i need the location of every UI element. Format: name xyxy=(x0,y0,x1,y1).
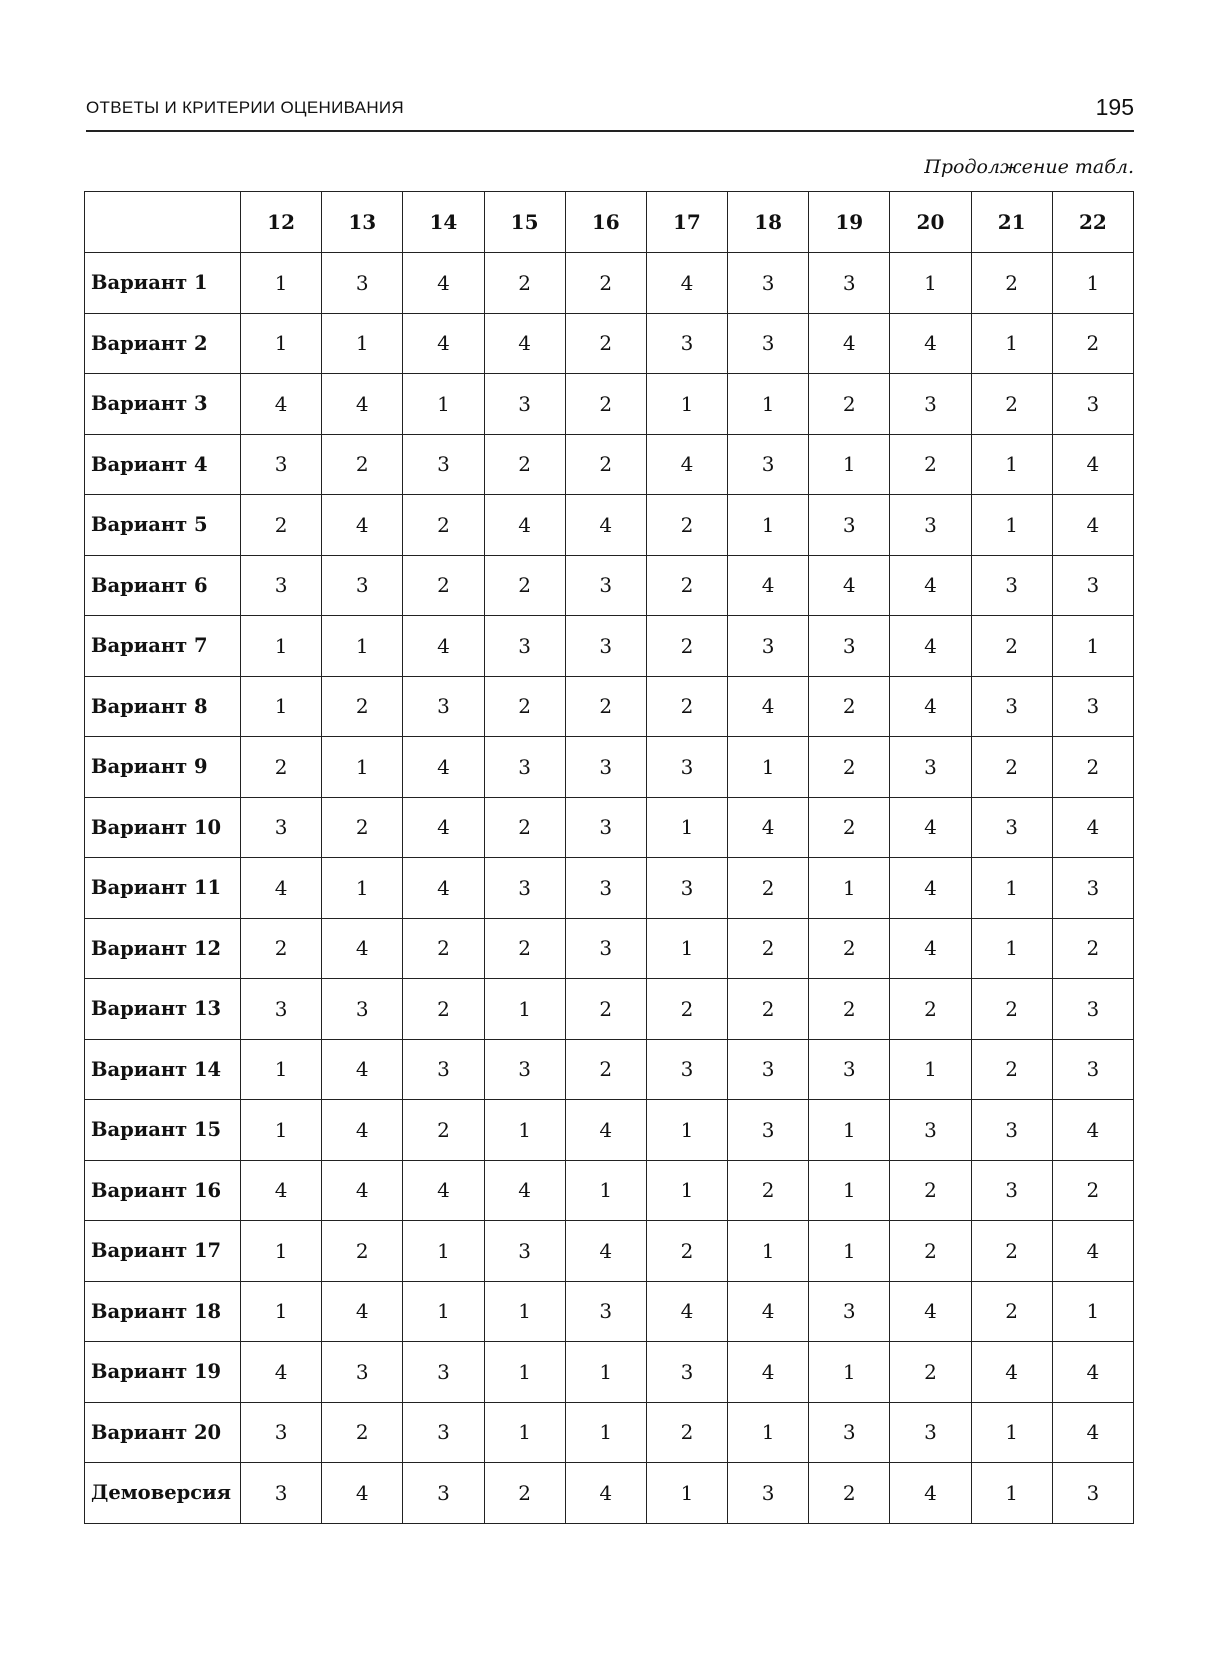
answer-cell: 3 xyxy=(1052,555,1133,616)
answer-cell: 3 xyxy=(890,1402,971,1463)
answer-cell: 2 xyxy=(890,979,971,1040)
answer-cell: 3 xyxy=(565,858,646,919)
answer-cell: 2 xyxy=(322,676,403,737)
answer-cell: 2 xyxy=(971,253,1052,314)
answer-cell: 3 xyxy=(403,1402,484,1463)
answer-cell: 3 xyxy=(809,1402,890,1463)
answer-cell: 2 xyxy=(322,1402,403,1463)
answer-cell: 3 xyxy=(728,253,809,314)
answer-cell: 3 xyxy=(728,616,809,677)
answer-cell: 3 xyxy=(971,1100,1052,1161)
answer-cell: 1 xyxy=(809,1100,890,1161)
answer-cell: 4 xyxy=(565,495,646,556)
answer-cell: 3 xyxy=(971,1160,1052,1221)
answer-cell: 2 xyxy=(646,495,727,556)
answer-cell: 2 xyxy=(809,979,890,1040)
answer-cell: 2 xyxy=(728,979,809,1040)
answer-cell: 4 xyxy=(890,918,971,979)
answer-cell: 1 xyxy=(971,1402,1052,1463)
answer-cell: 2 xyxy=(646,616,727,677)
answer-cell: 3 xyxy=(809,1281,890,1342)
page-number: 195 xyxy=(1095,94,1134,120)
answer-cell: 1 xyxy=(890,1039,971,1100)
answer-cell: 2 xyxy=(241,737,322,798)
table-row xyxy=(85,979,1134,1040)
answer-cell: 2 xyxy=(1052,1160,1133,1221)
answer-cell: 3 xyxy=(403,1463,484,1524)
answer-cell: 1 xyxy=(322,616,403,677)
answer-cell: 2 xyxy=(565,1039,646,1100)
answers-table xyxy=(84,191,1134,1524)
answer-cell: 3 xyxy=(403,1342,484,1403)
table-corner-cell xyxy=(85,192,241,253)
answer-cell: 3 xyxy=(728,434,809,495)
answer-cell: 3 xyxy=(241,797,322,858)
table-header-row xyxy=(85,192,1134,253)
answer-cell: 4 xyxy=(403,858,484,919)
answer-cell: 3 xyxy=(1052,1463,1133,1524)
answer-cell: 4 xyxy=(646,1281,727,1342)
answer-cell: 1 xyxy=(403,1281,484,1342)
answer-cell: 4 xyxy=(241,858,322,919)
answer-cell: 3 xyxy=(565,918,646,979)
answer-cell: 1 xyxy=(728,1402,809,1463)
table-row xyxy=(85,737,1134,798)
answer-cell: 1 xyxy=(646,1160,727,1221)
answer-cell: 3 xyxy=(484,616,565,677)
answer-cell: 2 xyxy=(971,1221,1052,1282)
answer-cell: 3 xyxy=(971,797,1052,858)
answer-cell: 4 xyxy=(1052,434,1133,495)
row-label: Вариант 3 xyxy=(85,374,241,435)
answer-cell: 3 xyxy=(809,253,890,314)
answer-cell: 3 xyxy=(728,1100,809,1161)
table-row xyxy=(85,1463,1134,1524)
answer-cell: 2 xyxy=(241,918,322,979)
answer-cell: 1 xyxy=(484,1100,565,1161)
row-label: Вариант 10 xyxy=(85,797,241,858)
answer-cell: 3 xyxy=(809,616,890,677)
table-row xyxy=(85,1160,1134,1221)
answer-cell: 4 xyxy=(646,434,727,495)
answer-cell: 2 xyxy=(403,979,484,1040)
answer-cell: 2 xyxy=(565,313,646,374)
answer-cell: 1 xyxy=(890,253,971,314)
table-row xyxy=(85,555,1134,616)
row-label: Вариант 14 xyxy=(85,1039,241,1100)
answer-cell: 3 xyxy=(403,1039,484,1100)
answer-cell: 2 xyxy=(809,1463,890,1524)
answer-cell: 4 xyxy=(322,1039,403,1100)
answer-cell: 1 xyxy=(728,1221,809,1282)
answer-cell: 1 xyxy=(809,434,890,495)
table-row xyxy=(85,253,1134,314)
column-header: 15 xyxy=(484,192,565,253)
column-header: 22 xyxy=(1052,192,1133,253)
answer-cell: 1 xyxy=(1052,616,1133,677)
answer-cell: 1 xyxy=(484,1281,565,1342)
answer-cell: 3 xyxy=(890,374,971,435)
answer-cell: 2 xyxy=(971,1281,1052,1342)
table-body xyxy=(85,253,1134,1524)
answer-cell: 1 xyxy=(322,313,403,374)
table-row xyxy=(85,1402,1134,1463)
table-row xyxy=(85,1342,1134,1403)
answer-cell: 4 xyxy=(322,1100,403,1161)
row-label: Вариант 8 xyxy=(85,676,241,737)
answer-cell: 2 xyxy=(646,676,727,737)
answer-cell: 2 xyxy=(809,918,890,979)
answer-cell: 1 xyxy=(728,495,809,556)
answer-cell: 3 xyxy=(322,1342,403,1403)
answer-cell: 4 xyxy=(1052,495,1133,556)
answer-cell: 3 xyxy=(565,555,646,616)
answer-cell: 1 xyxy=(809,1342,890,1403)
answer-cell: 2 xyxy=(484,1463,565,1524)
answer-cell: 1 xyxy=(646,1100,727,1161)
answer-cell: 3 xyxy=(565,797,646,858)
column-header: 19 xyxy=(809,192,890,253)
row-label: Вариант 15 xyxy=(85,1100,241,1161)
table-row xyxy=(85,1100,1134,1161)
answer-cell: 3 xyxy=(728,313,809,374)
row-label: Вариант 12 xyxy=(85,918,241,979)
answer-cell: 1 xyxy=(1052,253,1133,314)
answer-cell: 4 xyxy=(403,1160,484,1221)
answer-cell: 1 xyxy=(241,253,322,314)
answer-cell: 4 xyxy=(241,1342,322,1403)
row-label: Демоверсия xyxy=(85,1463,241,1524)
answer-cell: 3 xyxy=(890,495,971,556)
answer-cell: 4 xyxy=(890,858,971,919)
table-row xyxy=(85,434,1134,495)
answer-cell: 2 xyxy=(890,1342,971,1403)
answer-cell: 4 xyxy=(241,374,322,435)
answer-cell: 3 xyxy=(646,858,727,919)
row-label: Вариант 18 xyxy=(85,1281,241,1342)
answer-cell: 3 xyxy=(890,737,971,798)
answer-cell: 3 xyxy=(484,858,565,919)
answer-cell: 2 xyxy=(565,676,646,737)
answer-cell: 2 xyxy=(971,979,1052,1040)
answer-cell: 1 xyxy=(646,374,727,435)
row-label: Вариант 16 xyxy=(85,1160,241,1221)
answer-cell: 2 xyxy=(646,979,727,1040)
answer-cell: 2 xyxy=(484,434,565,495)
answer-cell: 3 xyxy=(322,253,403,314)
answer-cell: 2 xyxy=(1052,737,1133,798)
answer-cell: 3 xyxy=(322,979,403,1040)
answer-cell: 3 xyxy=(646,1039,727,1100)
answer-cell: 2 xyxy=(646,1221,727,1282)
answer-cell: 2 xyxy=(565,374,646,435)
answer-cell: 2 xyxy=(241,495,322,556)
answer-cell: 2 xyxy=(484,918,565,979)
answer-cell: 2 xyxy=(565,979,646,1040)
column-header: 13 xyxy=(322,192,403,253)
answer-cell: 2 xyxy=(484,676,565,737)
answer-cell: 1 xyxy=(646,918,727,979)
answer-cell: 4 xyxy=(890,313,971,374)
answer-cell: 4 xyxy=(728,1342,809,1403)
answer-cell: 4 xyxy=(565,1221,646,1282)
answer-cell: 2 xyxy=(890,1160,971,1221)
answer-cell: 1 xyxy=(241,676,322,737)
answer-cell: 1 xyxy=(484,1402,565,1463)
answer-cell: 3 xyxy=(1052,858,1133,919)
answer-cell: 2 xyxy=(646,1402,727,1463)
answer-cell: 1 xyxy=(646,1463,727,1524)
answer-cell: 4 xyxy=(322,1463,403,1524)
row-label: Вариант 4 xyxy=(85,434,241,495)
answer-cell: 2 xyxy=(403,495,484,556)
answer-cell: 4 xyxy=(728,555,809,616)
answer-cell: 2 xyxy=(890,1221,971,1282)
answer-cell: 4 xyxy=(565,1463,646,1524)
answer-cell: 2 xyxy=(971,737,1052,798)
table-row xyxy=(85,858,1134,919)
row-label: Вариант 17 xyxy=(85,1221,241,1282)
answer-cell: 3 xyxy=(1052,374,1133,435)
answer-cell: 4 xyxy=(890,555,971,616)
answer-cell: 4 xyxy=(322,374,403,435)
answer-cell: 1 xyxy=(484,979,565,1040)
answer-cell: 3 xyxy=(241,979,322,1040)
answer-cell: 3 xyxy=(484,1221,565,1282)
answer-cell: 2 xyxy=(565,253,646,314)
answer-cell: 1 xyxy=(241,616,322,677)
answer-cell: 1 xyxy=(1052,1281,1133,1342)
answer-cell: 3 xyxy=(565,1281,646,1342)
answer-cell: 1 xyxy=(241,1100,322,1161)
answer-cell: 4 xyxy=(322,495,403,556)
answer-cell: 3 xyxy=(565,737,646,798)
answer-cell: 1 xyxy=(971,1463,1052,1524)
answer-cell: 1 xyxy=(241,1281,322,1342)
running-head xyxy=(86,96,1134,132)
answer-cell: 3 xyxy=(646,313,727,374)
answer-cell: 4 xyxy=(1052,1100,1133,1161)
answer-cell: 3 xyxy=(1052,979,1133,1040)
answer-cell: 4 xyxy=(322,918,403,979)
answer-cell: 4 xyxy=(484,1160,565,1221)
answer-cell: 2 xyxy=(322,797,403,858)
answer-cell: 3 xyxy=(809,1039,890,1100)
row-label: Вариант 13 xyxy=(85,979,241,1040)
answer-cell: 4 xyxy=(728,1281,809,1342)
answer-cell: 4 xyxy=(322,1281,403,1342)
answer-cell: 4 xyxy=(403,616,484,677)
answer-cell: 1 xyxy=(809,1160,890,1221)
answer-cell: 2 xyxy=(890,434,971,495)
answer-cell: 2 xyxy=(403,918,484,979)
table-row xyxy=(85,797,1134,858)
answer-cell: 2 xyxy=(728,1160,809,1221)
column-header: 14 xyxy=(403,192,484,253)
column-header: 21 xyxy=(971,192,1052,253)
answer-cell: 4 xyxy=(403,797,484,858)
answer-cell: 4 xyxy=(890,1463,971,1524)
column-header: 20 xyxy=(890,192,971,253)
answer-cell: 1 xyxy=(809,858,890,919)
answer-cell: 3 xyxy=(484,374,565,435)
answer-cell: 4 xyxy=(971,1342,1052,1403)
row-label: Вариант 19 xyxy=(85,1342,241,1403)
answer-cell: 3 xyxy=(241,555,322,616)
answer-cell: 1 xyxy=(241,313,322,374)
answer-cell: 4 xyxy=(890,1281,971,1342)
answer-cell: 3 xyxy=(565,616,646,677)
answer-cell: 1 xyxy=(971,495,1052,556)
answer-cell: 1 xyxy=(728,374,809,435)
answer-cell: 2 xyxy=(484,253,565,314)
table-caption: Продолжение табл. xyxy=(924,156,1134,178)
answer-cell: 1 xyxy=(403,374,484,435)
answer-cell: 4 xyxy=(1052,1342,1133,1403)
answer-cell: 4 xyxy=(403,313,484,374)
answer-cell: 2 xyxy=(971,616,1052,677)
answer-cell: 4 xyxy=(890,797,971,858)
table-row xyxy=(85,676,1134,737)
answer-cell: 4 xyxy=(890,676,971,737)
answer-cell: 2 xyxy=(728,918,809,979)
column-header: 16 xyxy=(565,192,646,253)
section-title: ОТВЕТЫ И КРИТЕРИИ ОЦЕНИВАНИЯ xyxy=(86,98,404,117)
answer-cell: 1 xyxy=(971,918,1052,979)
answer-cell: 3 xyxy=(809,495,890,556)
answer-cell: 3 xyxy=(728,1039,809,1100)
column-header: 18 xyxy=(728,192,809,253)
row-label: Вариант 9 xyxy=(85,737,241,798)
table-row xyxy=(85,918,1134,979)
answer-cell: 1 xyxy=(565,1160,646,1221)
answer-cell: 3 xyxy=(484,737,565,798)
answer-cell: 4 xyxy=(484,313,565,374)
row-label: Вариант 1 xyxy=(85,253,241,314)
answer-cell: 1 xyxy=(565,1342,646,1403)
answer-cell: 3 xyxy=(971,676,1052,737)
answer-cell: 2 xyxy=(484,555,565,616)
table-row xyxy=(85,1281,1134,1342)
answer-cell: 4 xyxy=(809,313,890,374)
answer-cell: 2 xyxy=(809,737,890,798)
answer-cell: 3 xyxy=(403,676,484,737)
column-header: 17 xyxy=(646,192,727,253)
answer-cell: 4 xyxy=(484,495,565,556)
answer-cell: 1 xyxy=(728,737,809,798)
answer-cell: 4 xyxy=(322,1160,403,1221)
answer-cell: 1 xyxy=(322,858,403,919)
answer-cell: 4 xyxy=(403,737,484,798)
answer-cell: 2 xyxy=(646,555,727,616)
answer-cell: 4 xyxy=(809,555,890,616)
answer-cell: 2 xyxy=(322,1221,403,1282)
answer-cell: 2 xyxy=(971,1039,1052,1100)
answer-cell: 4 xyxy=(1052,797,1133,858)
answer-cell: 2 xyxy=(1052,313,1133,374)
table-row xyxy=(85,495,1134,556)
answer-cell: 1 xyxy=(484,1342,565,1403)
row-label: Вариант 2 xyxy=(85,313,241,374)
answer-cell: 2 xyxy=(809,374,890,435)
answer-cell: 1 xyxy=(241,1039,322,1100)
answer-cell: 4 xyxy=(646,253,727,314)
answer-cell: 4 xyxy=(241,1160,322,1221)
answer-cell: 4 xyxy=(890,616,971,677)
table-row xyxy=(85,1221,1134,1282)
answer-cell: 3 xyxy=(322,555,403,616)
answer-cell: 3 xyxy=(241,1463,322,1524)
answer-cell: 1 xyxy=(322,737,403,798)
answer-cell: 1 xyxy=(403,1221,484,1282)
answer-cell: 1 xyxy=(646,797,727,858)
answer-cell: 3 xyxy=(646,1342,727,1403)
answer-cell: 2 xyxy=(809,797,890,858)
answer-cell: 3 xyxy=(728,1463,809,1524)
row-label: Вариант 6 xyxy=(85,555,241,616)
answer-cell: 2 xyxy=(809,676,890,737)
answer-cell: 2 xyxy=(403,555,484,616)
row-label: Вариант 20 xyxy=(85,1402,241,1463)
row-label: Вариант 11 xyxy=(85,858,241,919)
row-label: Вариант 5 xyxy=(85,495,241,556)
table-row xyxy=(85,1039,1134,1100)
answer-cell: 4 xyxy=(728,676,809,737)
answer-cell: 3 xyxy=(241,1402,322,1463)
answer-cell: 4 xyxy=(403,253,484,314)
answer-cell: 3 xyxy=(971,555,1052,616)
answer-cell: 2 xyxy=(1052,918,1133,979)
answer-cell: 1 xyxy=(971,434,1052,495)
table-row xyxy=(85,313,1134,374)
answer-cell: 3 xyxy=(646,737,727,798)
table-row xyxy=(85,374,1134,435)
answer-cell: 2 xyxy=(728,858,809,919)
answer-cell: 3 xyxy=(403,434,484,495)
answer-cell: 4 xyxy=(1052,1402,1133,1463)
answer-cell: 1 xyxy=(565,1402,646,1463)
answer-cell: 1 xyxy=(971,858,1052,919)
answer-cell: 4 xyxy=(1052,1221,1133,1282)
answer-cell: 4 xyxy=(728,797,809,858)
row-label: Вариант 7 xyxy=(85,616,241,677)
answer-cell: 3 xyxy=(484,1039,565,1100)
table-row xyxy=(85,616,1134,677)
answer-cell: 2 xyxy=(565,434,646,495)
answer-cell: 1 xyxy=(971,313,1052,374)
answer-cell: 2 xyxy=(971,374,1052,435)
answer-cell: 2 xyxy=(484,797,565,858)
answer-cell: 2 xyxy=(322,434,403,495)
answer-cell: 1 xyxy=(809,1221,890,1282)
answer-cell: 3 xyxy=(1052,1039,1133,1100)
answer-cell: 3 xyxy=(241,434,322,495)
answer-cell: 2 xyxy=(403,1100,484,1161)
answer-cell: 3 xyxy=(890,1100,971,1161)
answer-cell: 4 xyxy=(565,1100,646,1161)
answer-cell: 1 xyxy=(241,1221,322,1282)
column-header: 12 xyxy=(241,192,322,253)
answer-cell: 3 xyxy=(1052,676,1133,737)
